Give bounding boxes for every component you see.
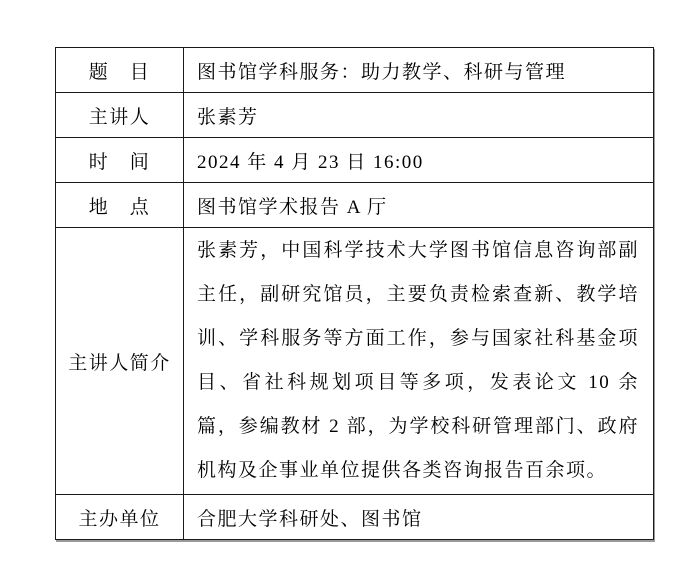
row-label-location: 地 点 <box>56 183 184 228</box>
row-label-title: 题 目 <box>56 48 184 93</box>
row-label-speaker-bio: 主讲人简介 <box>56 228 184 495</box>
table-row-speaker <box>56 93 654 138</box>
row-value-time: 2024 年 4 月 23 日 16:00 <box>184 138 654 183</box>
table-row-location <box>56 183 654 228</box>
row-value-speaker: 张素芳 <box>184 93 654 138</box>
row-label-organizer: 主办单位 <box>56 495 184 540</box>
row-value-title: 图书馆学科服务：助力教学、科研与管理 <box>184 48 654 93</box>
lecture-info-table <box>55 47 654 540</box>
row-label-speaker: 主讲人 <box>56 93 184 138</box>
table-row-organizer <box>56 495 654 540</box>
row-label-time: 时 间 <box>56 138 184 183</box>
table-row-time <box>56 138 654 183</box>
row-value-organizer: 合肥大学科研处、图书馆 <box>184 495 654 540</box>
table-row-title <box>56 48 654 93</box>
table-row-speaker-bio <box>56 228 654 495</box>
row-value-speaker-bio: 张素芳，中国科学技术大学图书馆信息咨询部副主任，副研究馆员，主要负责检索查新、教学培训、学科服务等方面工作，参与国家社科基金项目、省社科规划项目等多项，发表论文 10 余篇，参编教材 2 部，为学校科研管理部门、政府机构及企事业单位提供各类咨询报告百余项。 <box>184 228 654 495</box>
row-value-location: 图书馆学术报告 A 厅 <box>184 183 654 228</box>
